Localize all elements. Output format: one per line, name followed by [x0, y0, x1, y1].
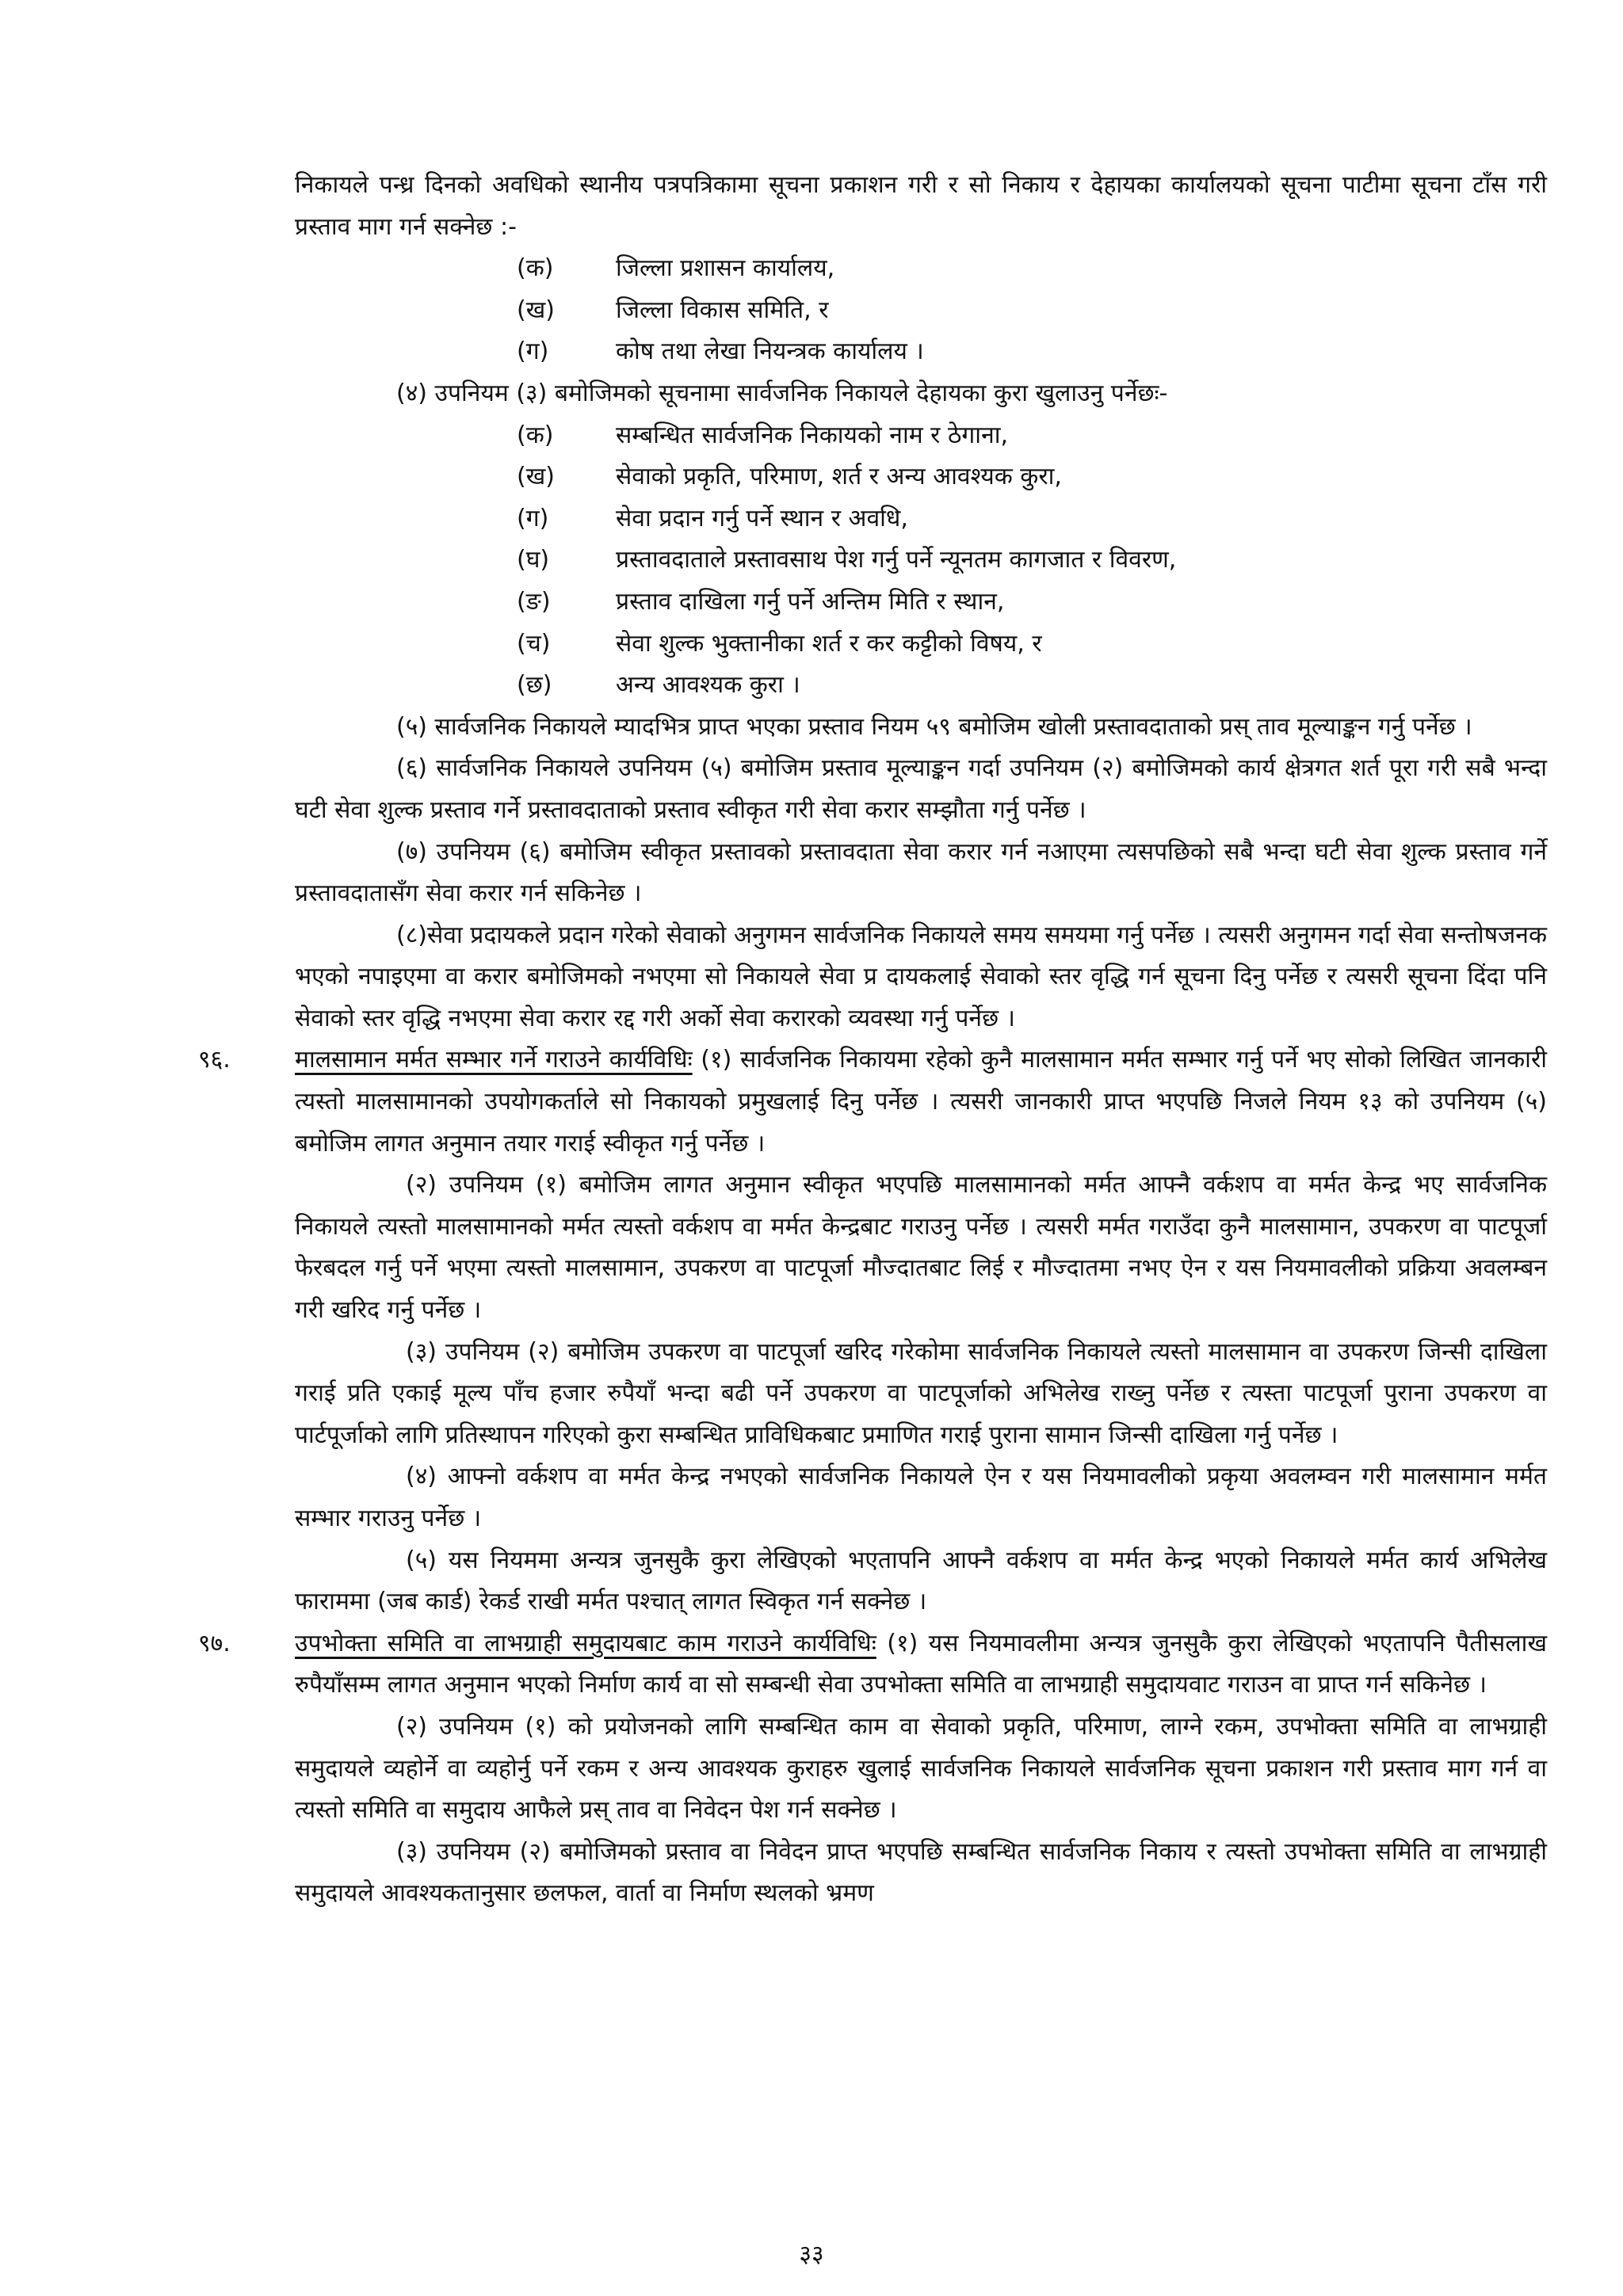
rule95-subrule-5: (५) सार्वजनिक निकायले म्यादभित्र प्राप्त भएका प्रस्ताव नियम ५९ बमोजिम खोली प्रस्तावदाताको प्रस् ताव मूल्याङ्कन गर्नु पर्नेछ । [396, 712, 1472, 741]
list-item: (क) जिल्ला प्रशासन कार्यालय, [517, 254, 835, 283]
rule97-subrule-3: (३) उपनियम (२) बमोजिमको प्रस्ताव वा निवेदन प्राप्त भएपछि सम्बन्धित सार्वजनिक निकाय र त्यस्तो उपभोक्ता समिति वा लाभग्राही समुदायले आवश्यकतानुसार छलफल, वार्ता वा निर्माण स्थलको भ्रमण [295, 1837, 1547, 1908]
notice-contents-list [517, 415, 1547, 707]
rule97-number: ९७. [198, 1629, 231, 1657]
list-item: (ख) सेवाको प्रकृति, परिमाण, शर्त र अन्य आवश्यक कुरा, [517, 463, 1062, 491]
rule95-subrule-8: (८)सेवा प्रदायकले प्रदान गरेको सेवाको अनुगमन सार्वजनिक निकायले समय समयमा गर्नु पर्नेछ । त्यसरी अनुगमन गर्दा सेवा सन्तोषजनक भएको नपाइएमा वा करार बमोजिमको नभएमा सो निकायले सेवा प्र दायकलाई सेवाको स्तर वृद्धि गर्न सूचना दिनु पर्नेछ र त्यसरी सूचना दिंदा पनि सेवाको स्तर वृद्धि नभएमा सेवा करार रद्द गरी अर्को सेवा करारको व्यवस्था गर्नु पर्नेछ । [295, 921, 1547, 1032]
list-item: (ग) कोष तथा लेखा नियन्त्रक कार्यालय । [517, 338, 924, 366]
rule97-subrule-1: (१) यस नियमावलीमा अन्यत्र जुनसुकै कुरा लेखिएको भएतापनि पैतीसलाख रुपैयाँसम्म लागत अनुमान भएको निर्माण कार्य वा सो सम्बन्धी सेवा उपभोक्ता समिति वा लाभग्राही समुदायवाट गराउन वा प्राप्त गर्न सकिनेछ । [295, 1629, 1547, 1699]
rule97-title: उपभोक्ता समिति वा लाभग्राही समुदायबाट काम गराउने कार्यविधिः [295, 1629, 876, 1657]
list-item: (ग) सेवा प्रदान गर्नु पर्ने स्थान र अवधि, [517, 504, 908, 532]
list-item: (च) सेवा शुल्क भुक्तानीका शर्त र कर कट्टीको विषय, र [517, 629, 1042, 658]
list-item: (ङ) प्रस्ताव दाखिला गर्नु पर्ने अन्तिम मिति र स्थान, [517, 587, 1005, 616]
list-item: (छ) अन्य आवश्यक कुरा । [517, 671, 800, 700]
rule96-title: मालसामान मर्मत सम्भार गर्ने गराउने कार्यविधिः [295, 1046, 693, 1074]
rule97-heading-paragraph [198, 1623, 1547, 1707]
rule96-heading-paragraph [198, 1039, 1547, 1165]
page-number: ३३ [799, 2241, 824, 2268]
rule96-subrule-3: (३) उपनियम (२) बमोजिम उपकरण वा पाटपूर्जा खरिद गरेकोमा सार्वजनिक निकायले त्यस्तो मालसामान वा उपकरण जिन्सी दाखिला गराई प्रति एकाई मूल्य पाँच हजार रुपैयाँ भन्दा बढी पर्ने उपकरण वा पाटपूर्जाको अभिलेख राख्नु पर्नेछ र त्यस्ता पाटपूर्जा पुराना उपकरण वा पार्टपूर्जाको लागि प्रतिस्थापन गरिएको कुरा सम्बन्धित प्राविधिकबाट प्रमाणित गराई पुराना सामान जिन्सी दाखिला गर्नु पर्नेछ । [295, 1337, 1547, 1449]
list-item: (ख) जिल्ला विकास समिति, र [517, 296, 829, 324]
office-list [517, 248, 1547, 373]
rule95-subrule-4: (४) उपनियम (३) बमोजिमको सूचनामा सार्वजनिक निकायले देहायका कुरा खुलाउनु पर्नेछः- [396, 379, 1168, 407]
rule96-subrule-1: (१) सार्वजनिक निकायमा रहेको कुनै मालसामान मर्मत सम्भार गर्नु पर्ने भए सोको लिखित जानकारी त्यस्तो मालसामानको उपयोगकर्ताले सो निकायको प्रमुखलाई दिनु पर्नेछ । त्यसरी जानकारी प्राप्त भएपछि निजले नियम १३ को उपनियम (५) बमोजिम लागत अनुमान तयार गराई स्वीकृत गर्नु पर्नेछ । [295, 1046, 1547, 1158]
rule96-subrule-2: (२) उपनियम (१) बमोजिम लागत अनुमान स्वीकृत भएपछि मालसामानको मर्मत आफ्नै वर्कशप वा मर्मत केन्द्र भए सार्वजनिक निकायले त्यस्तो मालसामानको मर्मत त्यस्तो वर्कशप वा मर्मत केन्द्रबाट गराउनु पर्नेछ । त्यसरी मर्मत गराउँदा कुनै मालसामान, उपकरण वा पाटपूर्जा फेरबदल गर्नु पर्ने भएमा त्यस्तो मालसामान, उपकरण वा पाटपूर्जा मौज्दातबाट लिई र मौज्दातमा नभए ऐन र यस नियमावलीको प्रक्रिया अवलम्बन गरी खरिद गर्नु पर्नेछ । [295, 1171, 1547, 1325]
document-body [198, 165, 1547, 1915]
intro-paragraph: निकायले पन्ध्र दिनको अवधिको स्थानीय पत्रपत्रिकामा सूचना प्रकाशन गरी र सो निकाय र देहायका कार्यालयको सूचना पाटीमा सूचना टाँस गरी प्रस्ताव माग गर्न सक्नेछ :- [295, 171, 1547, 241]
rule96-number: ९६. [198, 1046, 231, 1074]
list-item: (क) सम्बन्धित सार्वजनिक निकायको नाम र ठेगाना, [517, 421, 1009, 449]
rule95-subrule-6: (६) सार्वजनिक निकायले उपनियम (५) बमोजिम प्रस्ताव मूल्याङ्कन गर्दा उपनियम (२) बमोजिमको कार्य क्षेत्रगत शर्त पूरा गरी सबै भन्दा घटी सेवा शुल्क प्रस्ताव गर्ने प्रस्तावदाताको प्रस्ताव स्वीकृत गरी सेवा करार सम्झौता गर्नु पर्नेछ । [295, 754, 1547, 824]
rule96-subrule-5: (५) यस नियममा अन्यत्र जुनसुकै कुरा लेखिएको भएतापनि आफ्नै वर्कशप वा मर्मत केन्द्र भएको निकायले मर्मत कार्य अभिलेख फाराममा (जब कार्ड) रेकर्ड राखी मर्मत पश्चात् लागत स्विकृत गर्न सक्नेछ । [295, 1546, 1547, 1616]
list-item: (घ) प्रस्तावदाताले प्रस्तावसाथ पेश गर्नु पर्ने न्यूनतम कागजात र विवरण, [517, 546, 1177, 574]
rule95-subrule-7: (७) उपनियम (६) बमोजिम स्वीकृत प्रस्तावको प्रस्तावदाता सेवा करार गर्न नआएमा त्यसपछिको सबै भन्दा घटी सेवा शुल्क प्रस्ताव गर्ने प्रस्तावदातासँग सेवा करार गर्न सकिनेछ । [295, 837, 1547, 908]
rule96-subrule-4: (४) आफ्नो वर्कशप वा मर्मत केन्द्र नभएको सार्वजनिक निकायले ऐन र यस नियमावलीको प्रकृया अवलम्वन गरी मालसामान मर्मत सम्भार गराउनु पर्नेछ । [295, 1463, 1547, 1532]
rule97-subrule-2: (२) उपनियम (१) को प्रयोजनको लागि सम्बन्धित काम वा सेवाको प्रकृति, परिमाण, लाग्ने रकम, उपभोक्ता समिति वा लाभग्राही समुदायले व्यहोर्ने वा व्यहोर्नु पर्ने रकम र अन्य आवश्यक कुराहरु खुलाई सार्वजनिक निकायले सार्वजनिक सूचना प्रकाशन गरी प्रस्ताव माग गर्न वा त्यस्तो समिति वा समुदाय आफैले प्रस् ताव वा निवेदन पेश गर्न सक्नेछ । [295, 1712, 1547, 1825]
